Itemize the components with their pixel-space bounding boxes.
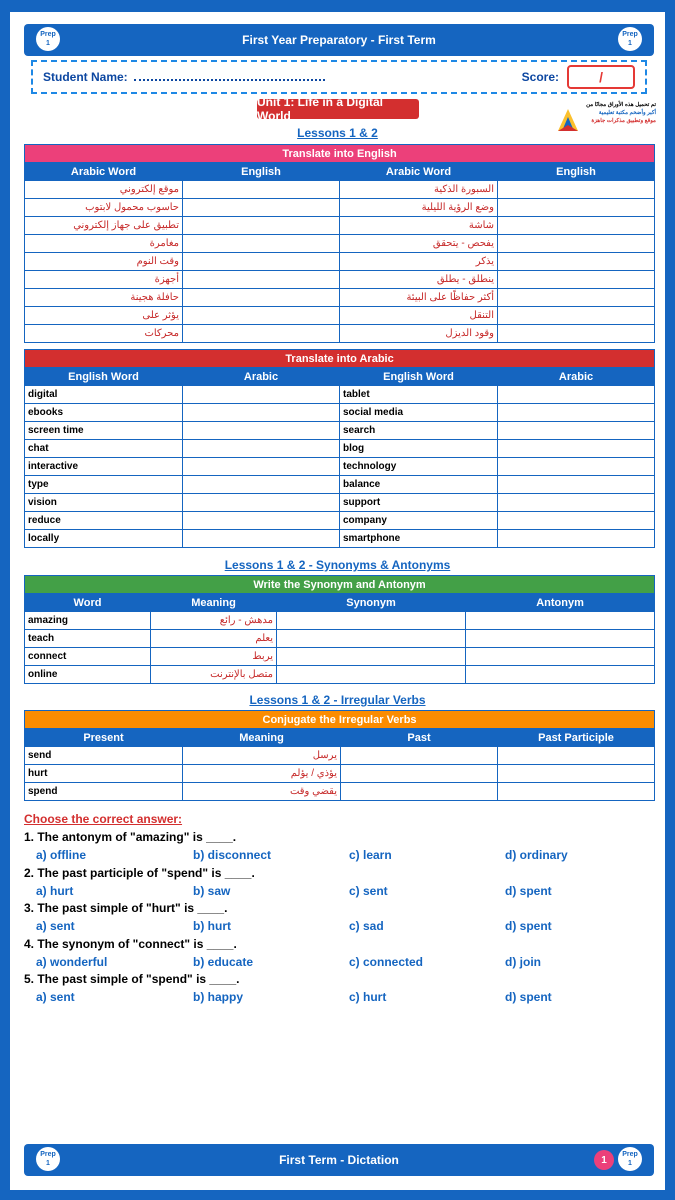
footer-bar bbox=[24, 1144, 654, 1176]
answer-option-b[interactable]: b) disconnect bbox=[193, 848, 272, 862]
english-word-cell: screen time bbox=[25, 422, 183, 440]
answer-cell[interactable] bbox=[498, 235, 655, 253]
answer-option-b[interactable]: b) hurt bbox=[193, 919, 231, 933]
answer-cell[interactable] bbox=[183, 307, 340, 325]
table-row bbox=[25, 235, 655, 253]
table-header-row bbox=[25, 594, 655, 612]
word-cell: amazing bbox=[25, 612, 151, 630]
answer-cell[interactable] bbox=[183, 217, 340, 235]
table-header-row bbox=[25, 368, 655, 386]
meaning-cell: مدهش - رائع bbox=[151, 612, 277, 630]
logo-line-3: موقع وتطبيق مذكرات جاهزة bbox=[591, 118, 656, 124]
answer-option-d[interactable]: d) spent bbox=[505, 883, 552, 898]
table-header-row bbox=[25, 729, 655, 747]
answer-option-a[interactable]: a) offline bbox=[36, 848, 86, 862]
answer-option-c[interactable]: c) connected bbox=[349, 954, 424, 969]
answer-cell[interactable] bbox=[183, 289, 340, 307]
english-word-cell: type bbox=[25, 476, 183, 494]
question-text: 3. The past simple of "hurt" is ____. bbox=[24, 901, 228, 915]
answer-cell[interactable] bbox=[498, 271, 655, 289]
arabic-word-cell: يؤثر على bbox=[25, 307, 183, 325]
antonym-answer-cell[interactable] bbox=[466, 630, 655, 648]
table-row bbox=[25, 630, 655, 648]
answer-cell[interactable] bbox=[498, 530, 655, 548]
irregular-verbs-table bbox=[24, 710, 655, 801]
prep-badge-left bbox=[36, 1147, 60, 1171]
table-row bbox=[25, 666, 655, 684]
table-caption: Write the Synonym and Antonym bbox=[25, 576, 655, 594]
meaning-cell: يعلم bbox=[151, 630, 277, 648]
answer-cell[interactable] bbox=[498, 307, 655, 325]
table-row bbox=[25, 494, 655, 512]
column-header: Antonym bbox=[466, 594, 655, 612]
english-word-cell: technology bbox=[340, 458, 498, 476]
column-header: English bbox=[498, 163, 655, 181]
answer-cell[interactable] bbox=[498, 181, 655, 199]
answer-option-a[interactable]: a) sent bbox=[36, 919, 75, 933]
table-row bbox=[25, 181, 655, 199]
table-row bbox=[25, 512, 655, 530]
antonym-answer-cell[interactable] bbox=[466, 666, 655, 684]
table-row bbox=[25, 253, 655, 271]
answer-option-b[interactable]: b) educate bbox=[193, 954, 254, 969]
question-text: 4. The synonym of "connect" is ____. bbox=[24, 936, 237, 951]
column-header: Arabic bbox=[183, 368, 340, 386]
badge-label: Prep bbox=[40, 31, 56, 38]
column-header: Word bbox=[25, 594, 151, 612]
answer-cell[interactable] bbox=[183, 440, 340, 458]
answer-cell[interactable] bbox=[498, 476, 655, 494]
english-word-cell: interactive bbox=[25, 458, 183, 476]
lessons-title: Lessons 1 & 2 bbox=[297, 126, 378, 140]
translate-english-table bbox=[24, 144, 655, 343]
table-row bbox=[25, 217, 655, 235]
student-info-box bbox=[31, 60, 647, 94]
table-caption: Translate into English bbox=[25, 145, 655, 163]
column-header: Meaning bbox=[183, 729, 341, 747]
meaning-cell: يقضي وقت bbox=[183, 783, 341, 801]
english-word-cell: digital bbox=[25, 386, 183, 404]
table-row bbox=[25, 289, 655, 307]
arabic-word-cell: حاسوب محمول لابتوب bbox=[25, 199, 183, 217]
table-header-row bbox=[25, 163, 655, 181]
table-row bbox=[25, 325, 655, 343]
english-word-cell: locally bbox=[25, 530, 183, 548]
answer-cell[interactable] bbox=[183, 253, 340, 271]
question-text: 5. The past simple of "spend" is ____. bbox=[24, 972, 240, 986]
table-row bbox=[25, 612, 655, 630]
unit-title: Unit 1: Life in a Digital World bbox=[257, 99, 419, 119]
column-header: Present bbox=[25, 729, 183, 747]
translate-arabic-table bbox=[24, 349, 655, 548]
question-text: 1. The antonym of "amazing" is ____. bbox=[24, 830, 237, 844]
page-title: First Year Preparatory - First Term bbox=[242, 33, 436, 47]
badge-label: Prep bbox=[622, 31, 638, 38]
english-word-cell: vision bbox=[25, 494, 183, 512]
meaning-cell: يربط bbox=[151, 648, 277, 666]
answer-cell[interactable] bbox=[183, 271, 340, 289]
mcq-title: Choose the correct answer: bbox=[24, 812, 183, 826]
answer-option-c[interactable]: c) hurt bbox=[349, 990, 387, 1004]
arabic-word-cell: وضع الرؤية الليلية bbox=[340, 199, 498, 217]
answer-cell[interactable] bbox=[498, 422, 655, 440]
answer-option-d[interactable]: d) spent bbox=[505, 990, 552, 1004]
english-word-cell: reduce bbox=[25, 512, 183, 530]
answer-cell[interactable] bbox=[183, 325, 340, 343]
english-word-cell: company bbox=[340, 512, 498, 530]
antonym-answer-cell[interactable] bbox=[466, 612, 655, 630]
answer-cell[interactable] bbox=[498, 440, 655, 458]
table-row bbox=[25, 422, 655, 440]
answer-cell[interactable] bbox=[183, 181, 340, 199]
arabic-word-cell: وقود الديزل bbox=[340, 325, 498, 343]
column-header: Synonym bbox=[277, 594, 466, 612]
logo-line-2: أكبر وأضخم مكتبة تعليمية bbox=[598, 110, 656, 116]
answer-cell[interactable] bbox=[183, 235, 340, 253]
table-row bbox=[25, 404, 655, 422]
answer-cell[interactable] bbox=[183, 386, 340, 404]
answer-cell[interactable] bbox=[183, 512, 340, 530]
answer-option-d[interactable]: d) spent bbox=[505, 919, 552, 933]
word-cell: online bbox=[25, 666, 151, 684]
score-slash: / bbox=[599, 69, 603, 85]
badge-number: 1 bbox=[628, 1160, 632, 1167]
table-row bbox=[25, 458, 655, 476]
arabic-word-cell: تطبيق على جهاز إلكتروني bbox=[25, 217, 183, 235]
synonym-answer-cell[interactable] bbox=[277, 648, 466, 666]
table-row bbox=[25, 199, 655, 217]
synonym-answer-cell[interactable] bbox=[277, 612, 466, 630]
arabic-word-cell: محركات bbox=[25, 325, 183, 343]
arabic-word-cell: يذكر bbox=[340, 253, 498, 271]
english-word-cell: ebooks bbox=[25, 404, 183, 422]
arabic-word-cell: ينطلق - يطلق bbox=[340, 271, 498, 289]
synonym-answer-cell[interactable] bbox=[277, 630, 466, 648]
score-field[interactable] bbox=[567, 65, 635, 89]
meaning-cell: يرسل bbox=[183, 747, 341, 765]
answer-cell[interactable] bbox=[183, 494, 340, 512]
arabic-word-cell: مغامرة bbox=[25, 235, 183, 253]
answer-option-d[interactable]: d) ordinary bbox=[505, 848, 568, 862]
badge-number: 1 bbox=[628, 40, 632, 47]
past-participle-answer-cell[interactable] bbox=[498, 783, 655, 801]
answer-cell[interactable] bbox=[183, 199, 340, 217]
present-cell: hurt bbox=[25, 765, 183, 783]
logo-line-1: تم تحميل هذه الأوراق مجانًا من bbox=[586, 102, 656, 108]
arabic-word-cell: التنقل bbox=[340, 307, 498, 325]
table-row bbox=[25, 476, 655, 494]
synonym-antonym-table bbox=[24, 575, 655, 684]
table-row bbox=[25, 307, 655, 325]
answer-cell[interactable] bbox=[498, 217, 655, 235]
answer-cell[interactable] bbox=[183, 458, 340, 476]
english-word-cell: smartphone bbox=[340, 530, 498, 548]
column-header: Arabic Word bbox=[340, 163, 498, 181]
prep-badge-right bbox=[618, 1147, 642, 1171]
footer-title: First Term - Dictation bbox=[279, 1153, 399, 1167]
column-header: Past bbox=[341, 729, 498, 747]
table-row bbox=[25, 440, 655, 458]
past-answer-cell[interactable] bbox=[341, 747, 498, 765]
arabic-word-cell: موقع إلكتروني bbox=[25, 181, 183, 199]
answer-option-b[interactable]: b) saw bbox=[193, 883, 231, 898]
arabic-word-cell: حافلة هجينة bbox=[25, 289, 183, 307]
header-bar bbox=[24, 24, 654, 56]
past-answer-cell[interactable] bbox=[341, 765, 498, 783]
column-header: Arabic bbox=[498, 368, 655, 386]
answer-option-a[interactable]: a) wonderful bbox=[36, 954, 108, 969]
answer-cell[interactable] bbox=[183, 404, 340, 422]
answer-option-a[interactable]: a) sent bbox=[36, 990, 75, 1004]
prep-badge-left bbox=[36, 27, 60, 51]
word-cell: teach bbox=[25, 630, 151, 648]
table-caption: Translate into Arabic bbox=[25, 350, 655, 368]
badge-number: 1 bbox=[46, 1160, 50, 1167]
antonym-answer-cell[interactable] bbox=[466, 648, 655, 666]
answer-option-b[interactable]: b) happy bbox=[193, 990, 243, 1004]
answer-cell[interactable] bbox=[498, 289, 655, 307]
word-cell: connect bbox=[25, 648, 151, 666]
table-row bbox=[25, 747, 655, 765]
english-word-cell: social media bbox=[340, 404, 498, 422]
column-header: English Word bbox=[25, 368, 183, 386]
present-cell: spend bbox=[25, 783, 183, 801]
arabic-word-cell: وقت النوم bbox=[25, 253, 183, 271]
arabic-word-cell: يفحص - يتحقق bbox=[340, 235, 498, 253]
table-row bbox=[25, 648, 655, 666]
verbs-title: Lessons 1 & 2 - Irregular Verbs bbox=[249, 693, 426, 707]
synonym-answer-cell[interactable] bbox=[277, 666, 466, 684]
page-number: 1 bbox=[594, 1150, 614, 1170]
student-name-field[interactable] bbox=[134, 73, 325, 81]
answer-cell[interactable] bbox=[183, 476, 340, 494]
table-row bbox=[25, 271, 655, 289]
answer-cell[interactable] bbox=[498, 494, 655, 512]
english-word-cell: support bbox=[340, 494, 498, 512]
question-text: 2. The past participle of "spend" is ____. bbox=[24, 865, 255, 880]
meaning-cell: متصل بالإنترنت bbox=[151, 666, 277, 684]
badge-label: Prep bbox=[40, 1151, 56, 1158]
column-header: English bbox=[183, 163, 340, 181]
table-row bbox=[25, 783, 655, 801]
answer-option-c[interactable]: c) learn bbox=[349, 848, 392, 862]
answer-cell[interactable] bbox=[498, 512, 655, 530]
badge-number: 1 bbox=[46, 40, 50, 47]
answer-option-c[interactable]: c) sad bbox=[349, 919, 384, 933]
meaning-cell: يؤذي / يؤلم bbox=[183, 765, 341, 783]
answer-option-d[interactable]: d) join bbox=[505, 954, 541, 969]
arabic-word-cell: أكثر حفاظًا على البيئة bbox=[340, 289, 498, 307]
table-row bbox=[25, 765, 655, 783]
present-cell: send bbox=[25, 747, 183, 765]
answer-cell[interactable] bbox=[498, 199, 655, 217]
column-header: Meaning bbox=[151, 594, 277, 612]
prep-badge-right bbox=[618, 27, 642, 51]
arabic-word-cell: شاشة bbox=[340, 217, 498, 235]
english-word-cell: search bbox=[340, 422, 498, 440]
synonyms-title: Lessons 1 & 2 - Synonyms & Antonyms bbox=[224, 558, 451, 572]
logo-text bbox=[580, 101, 656, 125]
answer-option-a[interactable]: a) hurt bbox=[36, 883, 74, 898]
answer-cell[interactable] bbox=[183, 422, 340, 440]
answer-cell[interactable] bbox=[498, 404, 655, 422]
column-header: Past Participle bbox=[498, 729, 655, 747]
student-name-label: Student Name: bbox=[43, 70, 128, 84]
answer-cell[interactable] bbox=[498, 325, 655, 343]
english-word-cell: blog bbox=[340, 440, 498, 458]
past-answer-cell[interactable] bbox=[341, 783, 498, 801]
table-caption: Conjugate the Irregular Verbs bbox=[25, 711, 655, 729]
answer-cell[interactable] bbox=[498, 253, 655, 271]
english-word-cell: balance bbox=[340, 476, 498, 494]
english-word-cell: tablet bbox=[340, 386, 498, 404]
answer-option-c[interactable]: c) sent bbox=[349, 883, 388, 898]
column-header: Arabic Word bbox=[25, 163, 183, 181]
past-participle-answer-cell[interactable] bbox=[498, 747, 655, 765]
arabic-word-cell: أجهزة bbox=[25, 271, 183, 289]
column-header: English Word bbox=[340, 368, 498, 386]
answer-cell[interactable] bbox=[183, 530, 340, 548]
english-word-cell: chat bbox=[25, 440, 183, 458]
arabic-word-cell: السبورة الذكية bbox=[340, 181, 498, 199]
badge-label: Prep bbox=[622, 1151, 638, 1158]
table-row bbox=[25, 530, 655, 548]
table-row bbox=[25, 386, 655, 404]
past-participle-answer-cell[interactable] bbox=[498, 765, 655, 783]
score-label: Score: bbox=[521, 70, 560, 84]
answer-cell[interactable] bbox=[498, 386, 655, 404]
answer-cell[interactable] bbox=[498, 458, 655, 476]
